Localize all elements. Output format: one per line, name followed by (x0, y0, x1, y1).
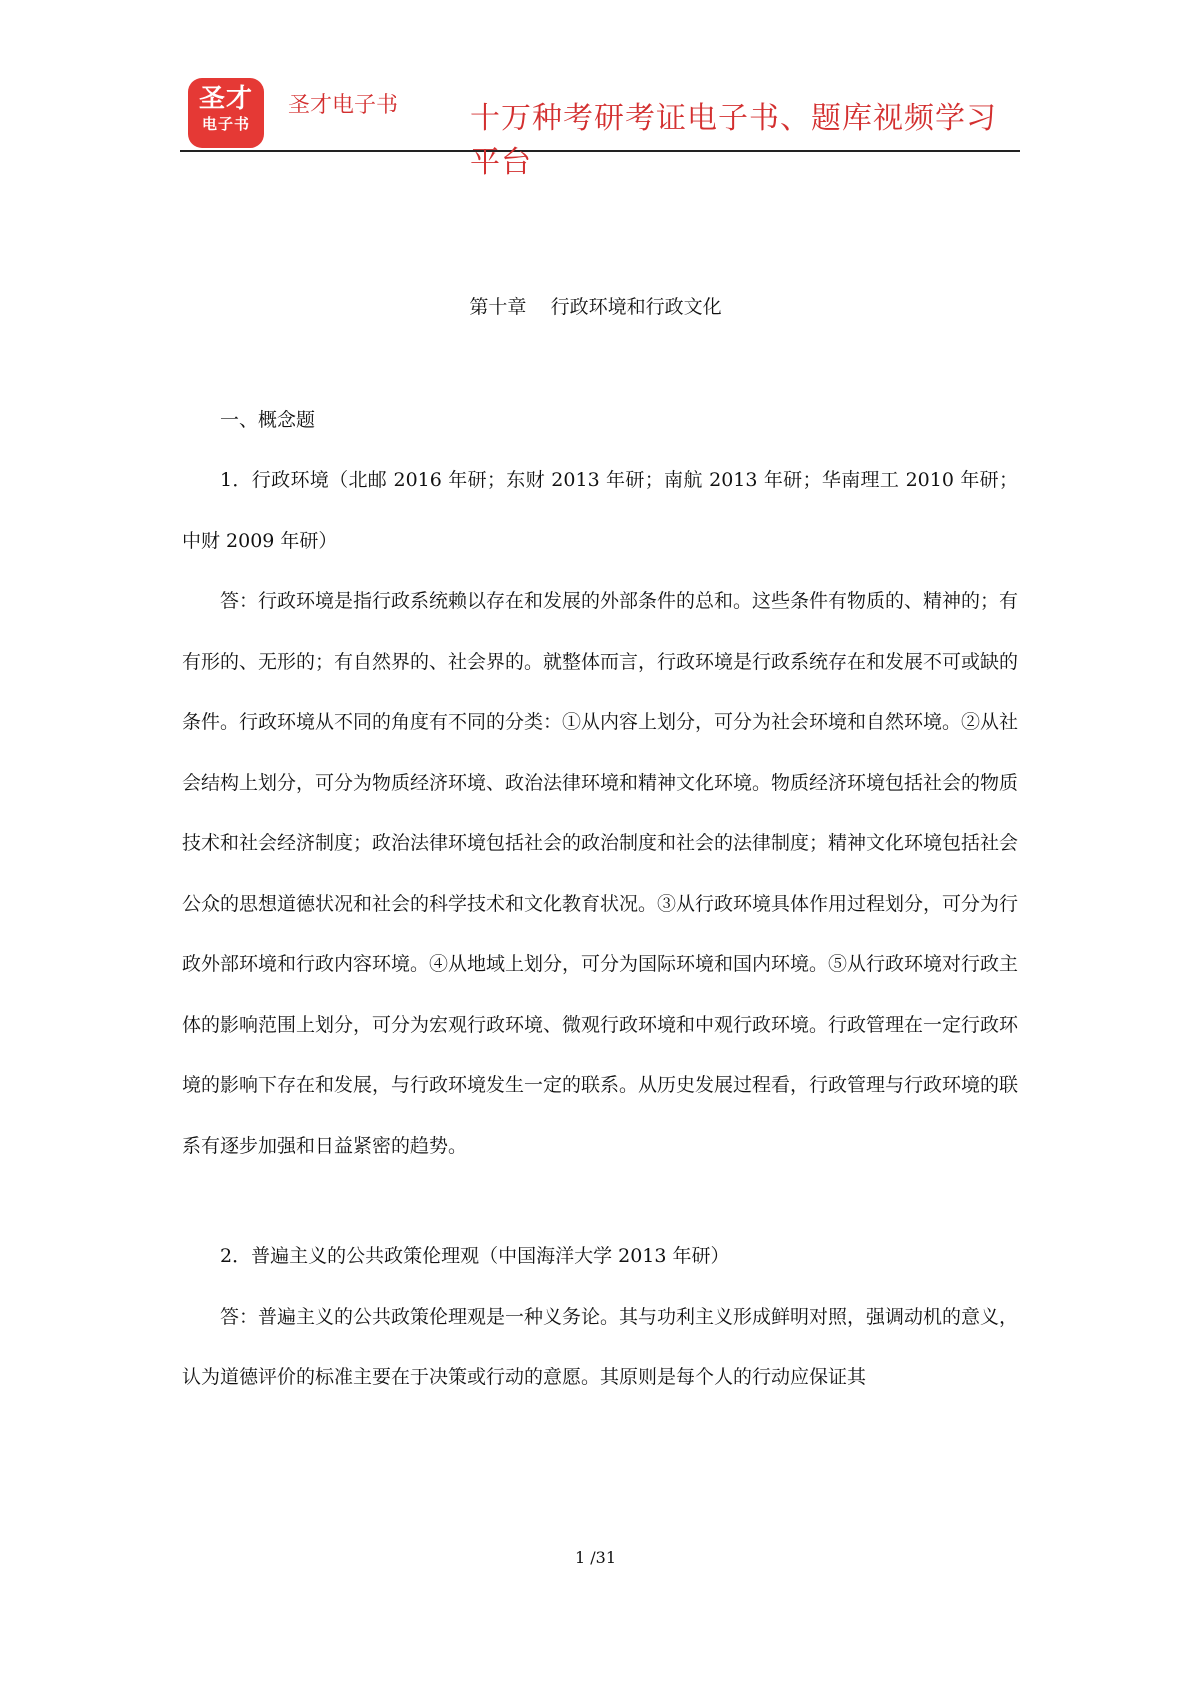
page-header (180, 78, 1020, 180)
section-heading: 一、概念题 (220, 409, 316, 431)
question-2-answer: 答：普遍主义的公共政策伦理观是一种义务论。其与功利主义形成鲜明对照，强调动机的意义，认为道德评价的标准主要在于决策或行动的意愿。其原则是每个人的行动应保证其 (182, 1305, 1019, 1388)
chapter-title: 第十章 行政环境和行政文化 (469, 296, 722, 318)
brand-name: 圣才电子书 (288, 93, 399, 118)
spacer (182, 1176, 1018, 1226)
document-body (182, 408, 1018, 1408)
header-slogan: 十万种考研考证电子书、题库视频学习平台 (470, 101, 997, 180)
question-2-title: 2．普遍主义的公共政策伦理观（中国海洋大学 2013 年研） (220, 1245, 730, 1267)
question-1-title: 1．行政环境（北邮 2016 年研；东财 2013 年研；南航 2013 年研；华南理工 2010 年研；中财 2009 年研） (182, 469, 1018, 552)
logo-text-line1: 圣才 (198, 84, 253, 114)
logo-text-line2: 电子书 (201, 115, 250, 133)
question-1-answer: 答：行政环境是指行政系统赖以存在和发展的外部条件的总和。这些条件有物质的、精神的；有有形的、无形的；有自然界的、社会界的。就整体而言，行政环境是行政系统存在和发展不可或缺的条件。行政环境从不同的角度有不同的分类：①从内容上划分，可分为社会环境和自然环境。②从社会结构上划分，可分为物质经济环境、政治法律环境和精神文化环境。物质经济环境包括社会的物质技术和社会经济制度；政治法律环境包括社会的政治制度和社会的法律制度；精神文化环境包括社会公众的思想道德状况和社会的科学技术和文化教育状况。③从行政环境具体作用过程划分，可分为行政外部环境和行政内容环境。④从地域上划分，可分为国际环境和国内环境。⑤从行政环境对行政主体的影响范围上划分，可分为宏观行政环境、微观行政环境和中观行政环境。行政管理在一定行政环境的影响下存在和发展，与行政环境发生一定的联系。从历史发展过程看，行政管理与行政环境的联系有逐步加强和日益紧密的趋势。 (182, 590, 1019, 1157)
page-number: 1 /31 (574, 1548, 616, 1567)
shengcai-logo (188, 78, 264, 148)
